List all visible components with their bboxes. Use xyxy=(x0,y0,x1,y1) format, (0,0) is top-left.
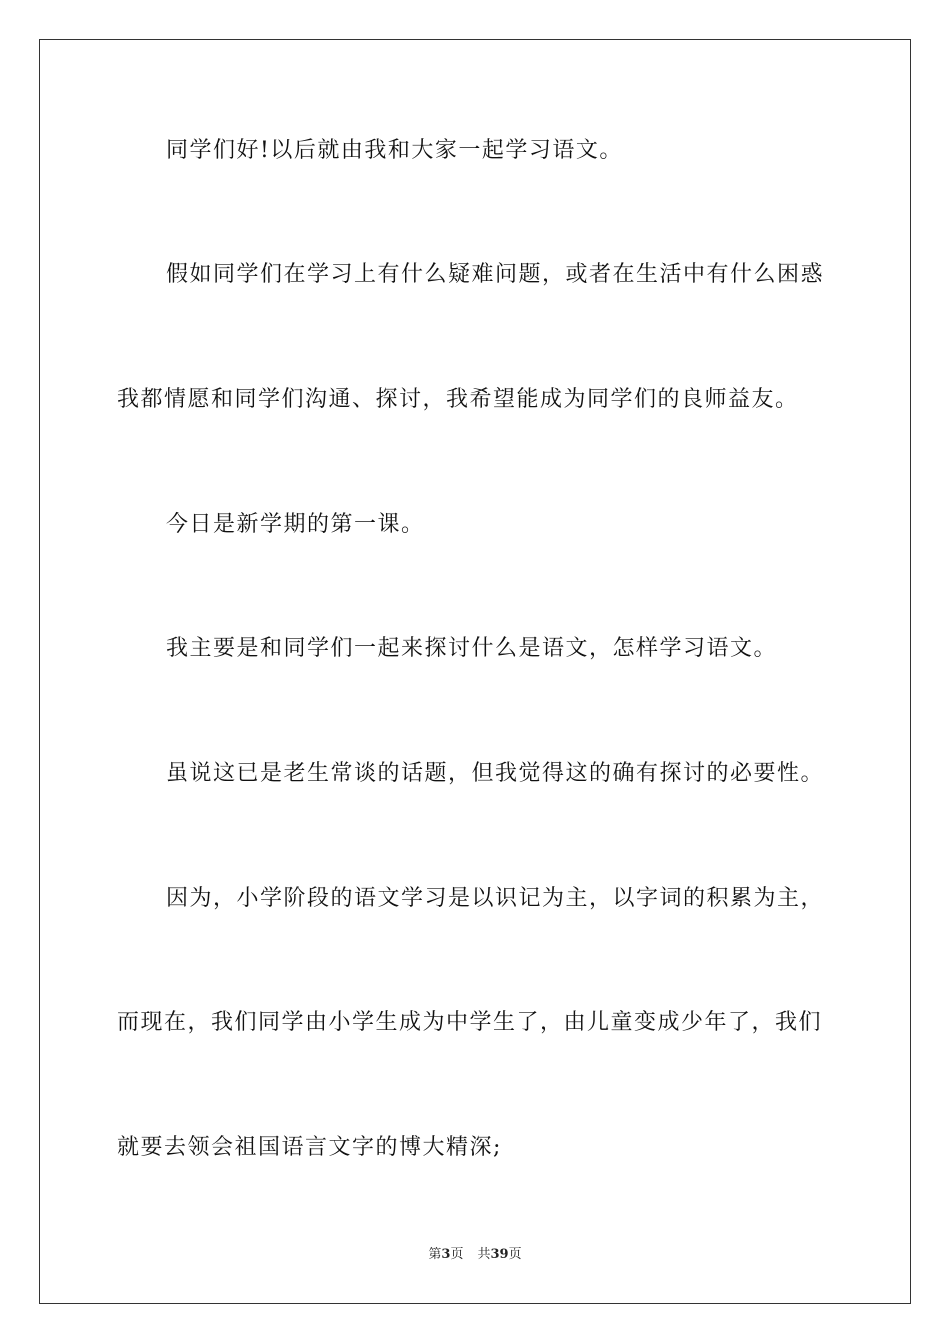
footer-total-suffix: 页 xyxy=(508,1247,522,1262)
paragraph-line-2: 假如同学们在学习上有什么疑难问题，或者在生活中有什么困惑 xyxy=(166,262,825,287)
footer-page-number: 3 xyxy=(441,1247,451,1262)
footer-page-suffix: 页 xyxy=(450,1247,464,1262)
footer-page-prefix: 第 xyxy=(428,1247,442,1262)
paragraph-line-3: 我都情愿和同学们沟通、探讨，我希望能成为同学们的良师益友。 xyxy=(117,387,799,412)
paragraph-line-9: 就要去领会祖国语言文字的博大精深; xyxy=(117,1135,502,1160)
paragraph-line-7: 因为，小学阶段的语文学习是以识记为主，以字词的积累为主， xyxy=(166,886,825,911)
paragraph-line-5: 我主要是和同学们一起来探讨什么是语文，怎样学习语文。 xyxy=(166,636,778,661)
footer-total-prefix: 共 xyxy=(477,1247,491,1262)
paragraph-line-1: 同学们好!以后就由我和大家一起学习语文。 xyxy=(166,138,623,163)
page-footer xyxy=(0,1246,950,1264)
footer-total-pages: 39 xyxy=(490,1247,509,1262)
paragraph-line-8: 而现在，我们同学由小学生成为中学生了，由儿童变成少年了，我们 xyxy=(117,1010,823,1035)
page-border xyxy=(39,39,911,1304)
paragraph-line-6: 虽说这已是老生常谈的话题，但我觉得这的确有探讨的必要性。 xyxy=(166,761,825,786)
paragraph-line-4: 今日是新学期的第一课。 xyxy=(166,512,425,537)
